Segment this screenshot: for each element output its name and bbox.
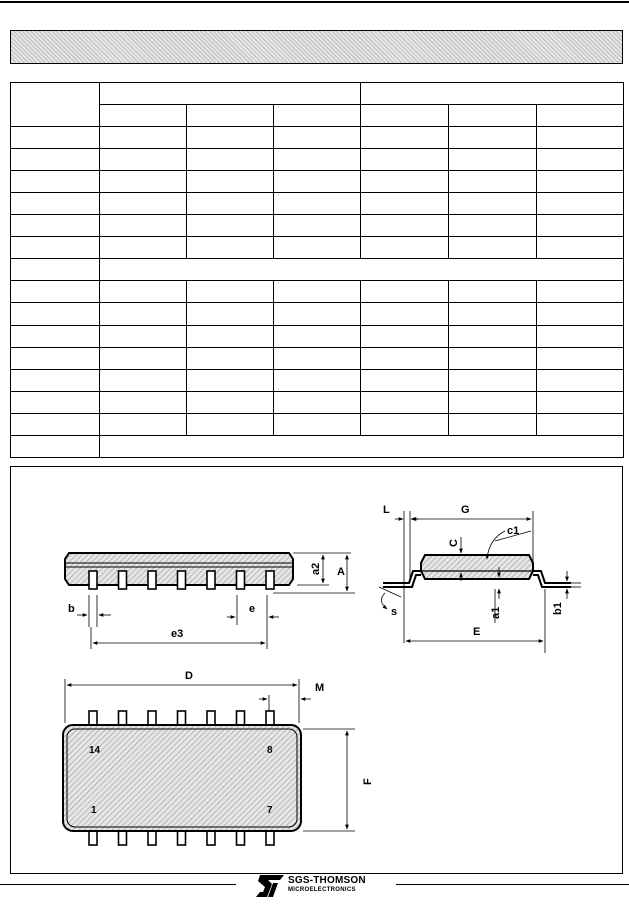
dimension-table (10, 82, 624, 458)
table-row (11, 193, 624, 215)
table-row (11, 127, 624, 149)
footer-logo (254, 873, 396, 899)
footer-rule-left (0, 884, 236, 885)
table-subheader-row (11, 105, 624, 127)
subheader-cell (361, 105, 449, 127)
label-F: F (362, 778, 374, 785)
pin-7-label: 7 (267, 805, 273, 816)
subheader-cell (100, 105, 187, 127)
label-b1: b1 (552, 602, 564, 615)
table-row (11, 149, 624, 171)
side-lead (119, 571, 127, 589)
subheader-cell (187, 105, 274, 127)
label-a2: a2 (310, 562, 322, 575)
footer-rule-right (396, 884, 629, 885)
brand-name: SGS-THOMSON (288, 875, 366, 886)
label-e3: e3 (171, 628, 184, 640)
header-cell-inch (361, 83, 624, 105)
subheader-cell (274, 105, 361, 127)
pin-14-label: 14 (89, 745, 101, 756)
label-A: A (337, 566, 345, 578)
top-view (63, 670, 374, 845)
table-row (11, 325, 624, 347)
table-row (11, 281, 624, 303)
table-row (11, 369, 624, 391)
side-lead (266, 571, 274, 589)
label-C: C (448, 539, 460, 547)
label-G: G (461, 504, 470, 516)
end-view (379, 504, 581, 653)
table-row (11, 413, 624, 435)
table-row-merged (11, 259, 624, 281)
label-c1: c1 (507, 525, 520, 537)
side-lead (148, 571, 156, 589)
st-logo-icon (254, 875, 284, 897)
label-D: D (185, 670, 193, 682)
side-lead (89, 571, 97, 589)
brand-subtitle: MICROELECTRONICS (288, 887, 356, 893)
subheader-cell (537, 105, 624, 127)
table-row (11, 215, 624, 237)
side-lead (207, 571, 215, 589)
subheader-cell (449, 105, 537, 127)
label-a1: a1 (490, 606, 502, 619)
table-row (11, 391, 624, 413)
table-row (11, 171, 624, 193)
header-cell-dim (11, 83, 100, 127)
pin-1-label: 1 (91, 805, 97, 816)
table-row-merged (11, 435, 624, 457)
table-row (11, 303, 624, 325)
label-M: M (315, 682, 325, 694)
pin-8-label: 8 (267, 745, 273, 756)
label-L: L (383, 504, 390, 516)
table-header-row (11, 83, 624, 105)
table-row (11, 347, 624, 369)
side-lead (178, 571, 186, 589)
header-cell-mm (100, 83, 361, 105)
label-b: b (68, 603, 75, 615)
label-s: s (391, 606, 398, 618)
label-E: E (473, 626, 481, 638)
side-view (65, 553, 355, 649)
label-e: e (249, 603, 256, 615)
top-rule (0, 1, 629, 3)
table-row (11, 237, 624, 259)
package-drawing (10, 466, 623, 874)
title-band (10, 30, 623, 64)
side-lead (237, 571, 245, 589)
